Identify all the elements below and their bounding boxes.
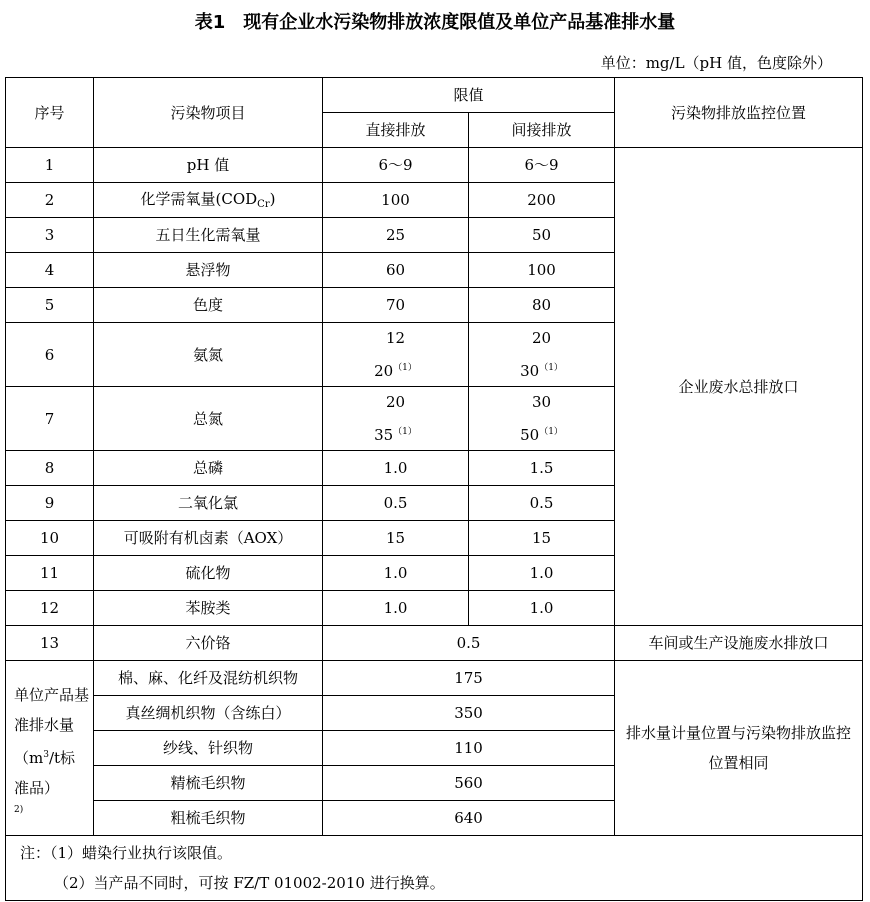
footnote-mark: （1）	[393, 427, 417, 437]
row-indirect: 6～9	[469, 148, 615, 183]
value-line1: 12	[385, 329, 406, 347]
row-direct: 25	[323, 218, 469, 253]
table-title: 表1 现有企业水污染物排放浓度限值及单位产品基准排水量	[194, 12, 676, 33]
header-no: 序号	[6, 78, 94, 148]
row-direct	[323, 387, 469, 451]
row-no: 8	[6, 451, 94, 486]
row-indirect: 80	[469, 288, 615, 323]
product-value: 175	[323, 661, 615, 696]
row-indirect: 15	[469, 521, 615, 556]
unit-label: 单位：mg/L（pH 值，色度除外）	[600, 54, 832, 72]
product-value: 560	[323, 766, 615, 801]
header-item: 污染物项目	[94, 78, 323, 148]
row-direct: 0.5	[323, 486, 469, 521]
row-no: 11	[6, 556, 94, 591]
row-item: 硫化物	[94, 556, 323, 591]
value-line2	[473, 417, 610, 450]
header-location: 污染物排放监控位置	[615, 78, 863, 148]
row-direct	[323, 323, 469, 387]
product-value: 640	[323, 801, 615, 836]
row-no: 3	[6, 218, 94, 253]
row-direct: 60	[323, 253, 469, 288]
header-indirect: 间接排放	[469, 113, 615, 148]
value: 35	[374, 426, 394, 444]
header-limit: 限值	[323, 78, 615, 113]
value-line2	[327, 417, 464, 450]
row-value: 0.5	[323, 626, 615, 661]
product-name: 真丝绸机织物（含练白）	[94, 696, 323, 731]
label-a: 单位产品基准排水量（m	[14, 685, 90, 767]
row-location: 车间或生产设施废水排放口	[615, 626, 863, 661]
unit-product-label	[6, 661, 94, 836]
product-name: 棉、麻、化纤及混纺机织物	[94, 661, 323, 696]
pollutant-limits-table	[5, 77, 863, 901]
row-no: 4	[6, 253, 94, 288]
value: 20	[374, 362, 394, 380]
location-main: 企业废水总排放口	[615, 148, 863, 626]
product-name: 纱线、针织物	[94, 731, 323, 766]
product-value: 110	[323, 731, 615, 766]
row-item: 五日生化需氧量	[94, 218, 323, 253]
header-direct: 直接排放	[323, 113, 469, 148]
value: 50	[520, 426, 540, 444]
item-end: )	[269, 189, 276, 208]
label-b: /t标准品）	[14, 748, 76, 797]
row-indirect	[469, 323, 615, 387]
note-1: 注：（1）蜡染行业执行该限值。	[20, 844, 233, 862]
row-indirect: 50	[469, 218, 615, 253]
row-no: 5	[6, 288, 94, 323]
item-main: 化学需氧量(COD	[140, 189, 258, 208]
row-indirect: 0.5	[469, 486, 615, 521]
footnote-mark: （1）	[539, 363, 563, 373]
row-direct: 70	[323, 288, 469, 323]
row-no: 9	[6, 486, 94, 521]
row-direct: 100	[323, 183, 469, 218]
row-item	[94, 183, 323, 218]
row-item: 总磷	[94, 451, 323, 486]
row-item: 苯胺类	[94, 591, 323, 626]
value-line1: 20	[385, 393, 406, 411]
product-name: 精梳毛织物	[94, 766, 323, 801]
notes-cell	[6, 836, 863, 901]
row-no: 7	[6, 387, 94, 451]
note-2: （2）当产品不同时，可按 FZ/T 01002-2010 进行换算。	[54, 874, 445, 892]
item-subscript: Cr	[257, 198, 270, 210]
label-superscript: 3	[43, 749, 49, 760]
row-item: 二氧化氯	[94, 486, 323, 521]
row-item: pH 值	[94, 148, 323, 183]
footnote-mark: （1）	[393, 363, 417, 373]
row-indirect: 1.0	[469, 591, 615, 626]
footnote-mark: （1）	[539, 427, 563, 437]
row-direct: 15	[323, 521, 469, 556]
value-line1: 20	[531, 329, 552, 347]
row-no: 10	[6, 521, 94, 556]
notes-row	[6, 836, 863, 901]
row-direct: 6～9	[323, 148, 469, 183]
row-indirect: 1.0	[469, 556, 615, 591]
row-direct: 1.0	[323, 451, 469, 486]
row-no: 12	[6, 591, 94, 626]
value-line2	[473, 353, 610, 386]
label-note: 2)	[14, 804, 24, 815]
product-value: 350	[323, 696, 615, 731]
row-item: 悬浮物	[94, 253, 323, 288]
row-direct: 1.0	[323, 591, 469, 626]
row-indirect: 100	[469, 253, 615, 288]
table-row	[6, 661, 863, 696]
row-item: 总氮	[94, 387, 323, 451]
row-item: 色度	[94, 288, 323, 323]
value: 30	[520, 362, 540, 380]
row-item: 氨氮	[94, 323, 323, 387]
unit-product-location: 排水量计量位置与污染物排放监控位置相同	[615, 661, 863, 836]
row-indirect: 200	[469, 183, 615, 218]
row-no: 1	[6, 148, 94, 183]
row-direct: 1.0	[323, 556, 469, 591]
product-name: 粗梳毛织物	[94, 801, 323, 836]
row-no: 13	[6, 626, 94, 661]
table-row	[6, 148, 863, 183]
table-row	[6, 626, 863, 661]
value-line1: 30	[531, 393, 552, 411]
row-indirect: 1.5	[469, 451, 615, 486]
row-indirect	[469, 387, 615, 451]
value-line2	[327, 353, 464, 386]
row-no: 6	[6, 323, 94, 387]
row-item: 可吸附有机卤素（AOX）	[94, 521, 323, 556]
row-item: 六价铬	[94, 626, 323, 661]
row-no: 2	[6, 183, 94, 218]
